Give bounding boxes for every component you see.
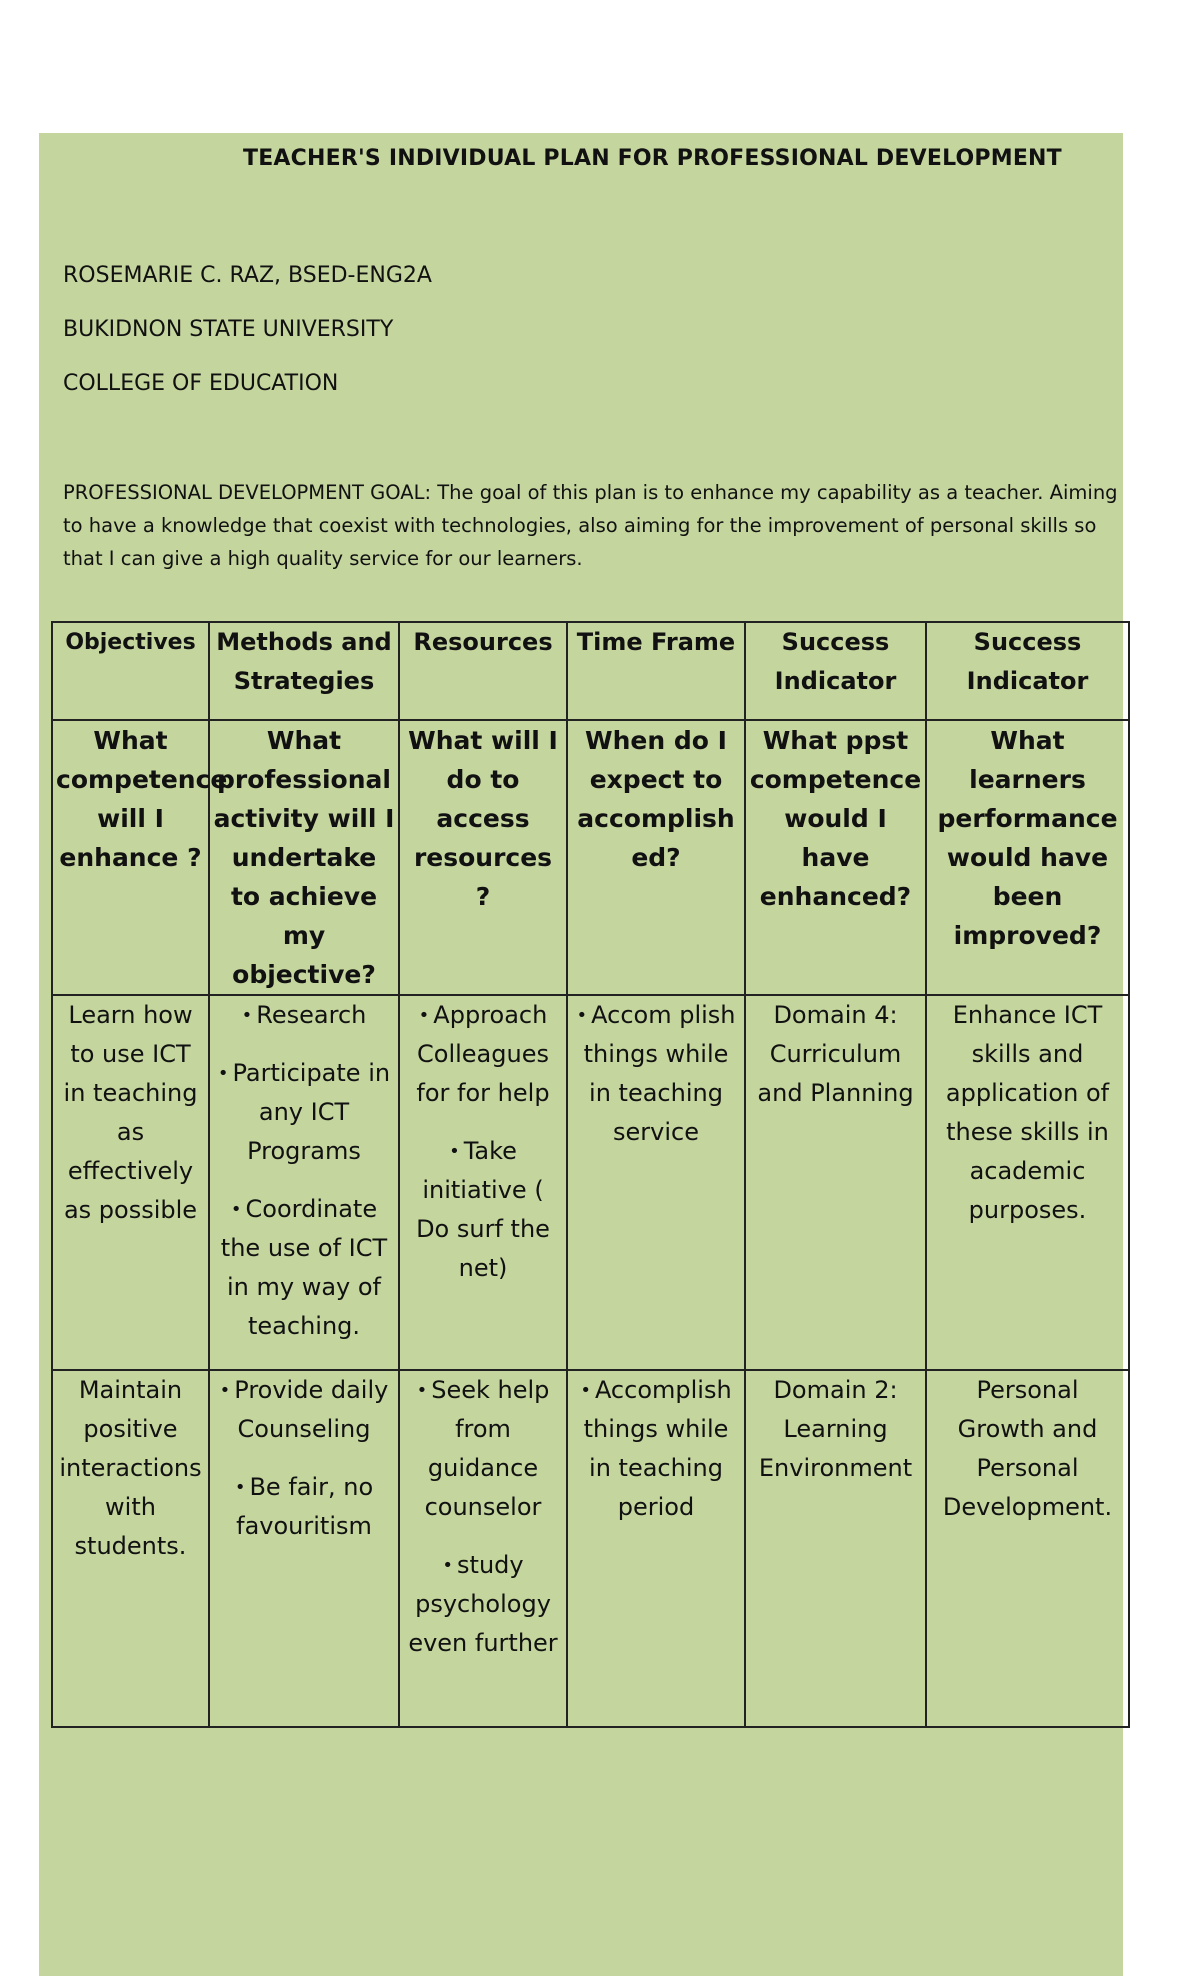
resources-cell (399, 1370, 567, 1727)
college-line: COLLEGE OF EDUCATION (63, 371, 339, 396)
header-cell: Time Frame (567, 622, 745, 720)
header-cell: Success Indicator (745, 622, 926, 720)
bullet-icon: • (418, 1005, 430, 1026)
question-cell: When do I expect to accomplish ed? (567, 720, 745, 995)
bullet-icon: • (219, 1380, 231, 1401)
bullet-icon: • (241, 1005, 253, 1026)
bullet-icon: • (234, 1477, 246, 1498)
bullet-icon: • (580, 1380, 591, 1401)
plan-table (51, 621, 1130, 1728)
bullet-icon: • (442, 1555, 454, 1576)
document-title: TEACHER'S INDIVIDUAL PLAN FOR PROFESSIONAL DEVELOPMENT (243, 146, 1062, 171)
time-frame-cell (567, 1370, 745, 1727)
bullet-item: • Approach Colleagues for for help (416, 1001, 550, 1107)
table-row (52, 1370, 1129, 1727)
bullet-item: • Accom plish things while in teaching service (576, 1001, 736, 1146)
header-cell: Methods and Strategies (209, 622, 399, 720)
question-cell: What competence will I enhance ? (52, 720, 209, 995)
bullet-icon: • (416, 1380, 428, 1401)
bullet-item: • Accomplish things while in teaching period (580, 1376, 732, 1521)
question-cell: What ppst competence would I have enhanced? (745, 720, 926, 995)
bullet-item: • Participate in any ICT Programs (217, 1059, 391, 1165)
learners-cell: Personal Growth and Personal Development. (926, 1370, 1129, 1727)
header-cell: Objectives (52, 622, 209, 720)
goal-paragraph: PROFESSIONAL DEVELOPMENT GOAL: The goal of this plan is to enhance my capability as a teacher. Aiming to have a knowledge that coexist with technologies, also aiming for the improvement of personal skills so that I can give a high quality service for our learners. (63, 481, 1118, 570)
bullet-icon: • (576, 1005, 588, 1026)
table-question-row (52, 720, 1129, 995)
objective-cell: Maintain positive interactions with students. (52, 1370, 209, 1727)
bullet-icon: • (449, 1141, 460, 1162)
question-cell: What will I do to access resources ? (399, 720, 567, 995)
header-cell: Success Indicator (926, 622, 1129, 720)
methods-cell (209, 1370, 399, 1727)
bullet-item: • Coordinate the use of ICT in my way of teaching. (220, 1195, 388, 1340)
bullet-icon: • (217, 1063, 229, 1084)
ppst-cell: Domain 4: Curriculum and Planning (745, 995, 926, 1370)
objective-cell: Learn how to use ICT in teaching as effectively as possible (52, 995, 209, 1370)
bullet-item: • Research (241, 1001, 367, 1029)
question-cell: What professional activity will I undertake to achieve my objective? (209, 720, 399, 995)
university-line: BUKIDNON STATE UNIVERSITY (63, 317, 394, 342)
question-cell: What learners performance would have been improved? (926, 720, 1129, 995)
header-cell: Resources (399, 622, 567, 720)
author-line: ROSEMARIE C. RAZ, BSED-ENG2A (63, 263, 432, 288)
bullet-item: • Seek help from guidance counselor (416, 1376, 550, 1521)
ppst-cell: Domain 2: Learning Environment (745, 1370, 926, 1727)
table-header-row (52, 622, 1129, 720)
learners-cell: Enhance ICT skills and application of these skills in academic purposes. (926, 995, 1129, 1370)
methods-cell (209, 995, 399, 1370)
bullet-item: • Provide daily Counseling (219, 1376, 389, 1443)
bullet-item: • Take initiative ( Do surf the net) (416, 1137, 550, 1282)
table-row (52, 995, 1129, 1370)
bullet-item: • study psychology even further (408, 1551, 558, 1657)
bullet-item: • Be fair, no favouritism (234, 1473, 374, 1540)
time-frame-cell (567, 995, 745, 1370)
bullet-icon: • (230, 1199, 242, 1220)
resources-cell (399, 995, 567, 1370)
